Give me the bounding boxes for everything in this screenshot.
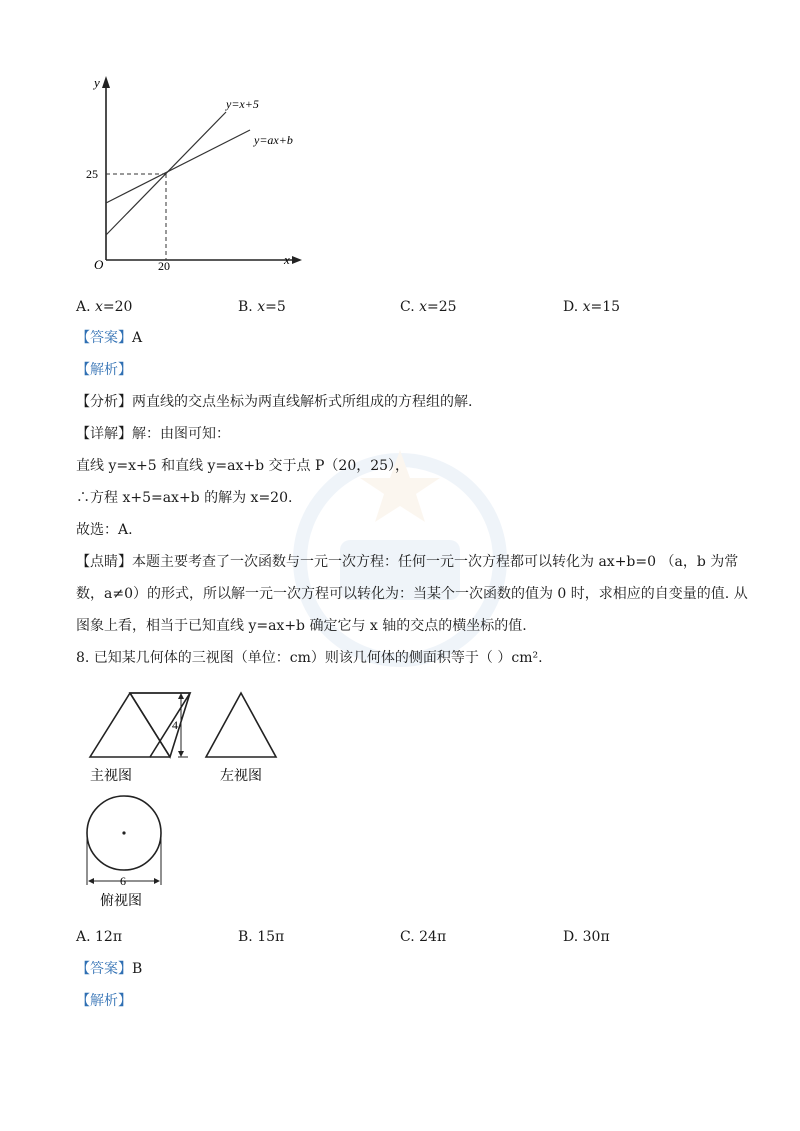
x-tick-20: 20 xyxy=(158,259,170,273)
q8-analysis-tag: 【解析】 xyxy=(76,993,132,1009)
width-dimension-label: 6 xyxy=(120,874,126,888)
linear-graph xyxy=(80,70,310,280)
q7-option-d: D. x=15 xyxy=(563,299,621,315)
top-view-label: 俯视图 xyxy=(100,893,142,909)
q7-step1: 直线 y=x+5 和直线 y=ax+b 交于点 P（20，25）， xyxy=(76,458,410,474)
q8-answer: 【答案】B xyxy=(76,961,143,977)
q8-option-b: B. 15π xyxy=(238,929,285,945)
q7-dianjing-line1: 【点睛】本题主要考查了一次函数与一元一次方程：任何一元一次方程都可以转化为 ax+b=0 （a，b 为常 xyxy=(76,554,739,570)
three-views-figure xyxy=(80,685,310,915)
y-axis-arrow xyxy=(102,76,110,88)
q8-option-d: D. 30π xyxy=(563,929,610,945)
y-axis-label: y xyxy=(94,75,100,90)
line2-label: y=ax+b xyxy=(254,133,293,147)
height-dimension-label: 4 xyxy=(172,718,178,732)
q7-option-a: A. x=20 xyxy=(76,299,133,315)
q7-fenxi: 【分析】两直线的交点坐标为两直线解析式所组成的方程组的解. xyxy=(76,394,473,410)
q7-dianjing-line3: 图象上看，相当于已知直线 y=ax+b 确定它与 x 轴的交点的横坐标的值. xyxy=(76,618,527,634)
top-view-center xyxy=(122,831,125,834)
q7-answer: 【答案】A xyxy=(76,330,143,346)
left-view-triangle xyxy=(206,693,276,757)
q8-option-c: C. 24π xyxy=(400,929,447,945)
left-view-label: 左视图 xyxy=(220,768,262,784)
y-tick-25: 25 xyxy=(86,167,98,181)
q7-option-c: C. x=25 xyxy=(400,299,457,315)
q7-xiangjie: 【详解】解：由图可知： xyxy=(76,426,230,442)
q7-analysis-tag: 【解析】 xyxy=(76,362,132,378)
front-view-label: 主视图 xyxy=(90,768,132,784)
q7-option-b: B. x=5 xyxy=(238,299,286,315)
x-axis-arrow xyxy=(292,256,302,264)
q8-option-a: A. 12π xyxy=(76,929,123,945)
q7-dianjing-line2: 数，a≠0）的形式，所以解一元一次方程可以转化为：当某个一次函数的值为 0 时，求相应的自变量的值. 从 xyxy=(76,586,748,602)
q7-step2: ∴方程 x+5=ax+b 的解为 x=20. xyxy=(76,490,293,506)
q8-stem: 8. 已知某几何体的三视图（单位：cm）则该几何体的侧面积等于（ ）cm². xyxy=(76,650,543,666)
line-y-ax-plus-b xyxy=(106,130,250,203)
q7-step3: 故选：A. xyxy=(76,522,133,538)
origin-label: O xyxy=(94,257,104,272)
x-axis-label: x xyxy=(284,252,290,267)
line1-label: y=x+5 xyxy=(226,97,259,111)
